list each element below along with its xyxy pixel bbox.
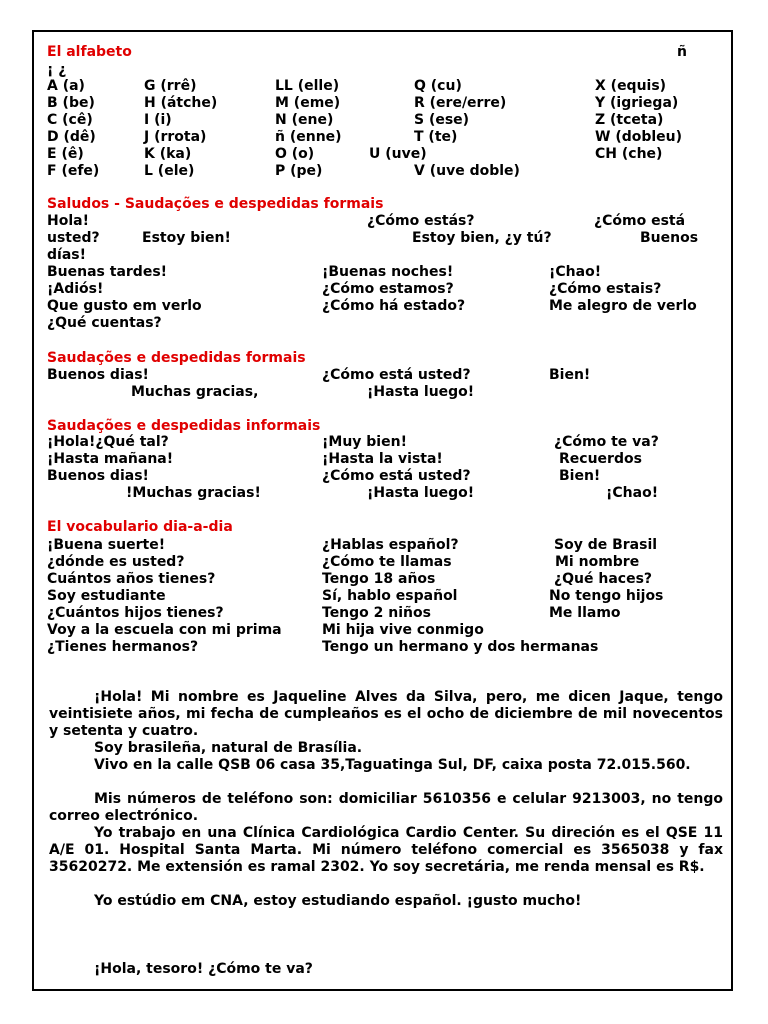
phrase: ¿Cómo estamos? xyxy=(322,281,454,297)
letter: K (ka) xyxy=(144,146,192,162)
phrase: Buenos xyxy=(640,230,699,246)
phrase: Me llamo xyxy=(549,605,621,621)
letter: I (i) xyxy=(144,112,172,128)
phrase: Estoy bien, ¿y tú? xyxy=(412,230,552,246)
letter: U (uve) xyxy=(369,146,427,162)
phrase: Voy a la escuela con mi prima xyxy=(47,622,282,638)
phrase: ¿Cómo estás? xyxy=(367,213,475,229)
letter: T (te) xyxy=(414,129,458,145)
phrase: ¿dónde es usted? xyxy=(47,554,185,570)
alphabet-ntilde: ñ xyxy=(677,44,687,60)
phrase: ¡Muy bien! xyxy=(322,434,407,450)
intro-paragraph xyxy=(49,689,723,740)
phrase: ¡Buena suerte! xyxy=(47,537,166,553)
letter: E (ê) xyxy=(47,146,84,162)
letter: Y (igriega) xyxy=(595,95,679,111)
letter: Q (cu) xyxy=(414,78,462,94)
study-paragraph xyxy=(49,893,723,910)
vocabulario-heading: El vocabulario dia-a-dia xyxy=(47,519,233,535)
phrase: Bien! xyxy=(559,468,601,484)
letter: L (ele) xyxy=(144,163,195,179)
formais-heading: Saudações e despedidas formais xyxy=(47,350,306,366)
letter: A (a) xyxy=(47,78,85,94)
phrase: ¿Cómo há estado? xyxy=(322,298,466,314)
phrase: ¡Buenas noches! xyxy=(322,264,454,280)
phrase: No tengo hijos xyxy=(549,588,664,604)
phrase: Muchas gracias, xyxy=(131,384,259,400)
phrase: !Muchas gracias! xyxy=(126,485,261,501)
address-paragraph xyxy=(49,757,723,774)
letter: ñ (enne) xyxy=(275,129,342,145)
inverted-marks: ¡ ¿ xyxy=(47,62,67,78)
letter: P (pe) xyxy=(275,163,323,179)
phrase: usted? xyxy=(47,230,100,246)
work-paragraph xyxy=(49,825,723,876)
phrase: Estoy bien! xyxy=(142,230,231,246)
phrase: ¡Hasta mañana! xyxy=(47,451,174,467)
phrase: ¿Hablas español? xyxy=(322,537,459,553)
greeting-paragraph xyxy=(49,961,723,978)
phrase: Buenos dias! xyxy=(47,367,149,383)
phrase: Sí, hablo español xyxy=(322,588,458,604)
work-text: Yo trabajo en una Clínica Cardiológica Cardio Center. Su direción es el QSE 11 A/E 01. Hospital Santa Marta. Mi número teléfono comercial es 3565038 y fax 35620272. Me extensión es ramal 2302. Yo soy secretária, me renda mensal es R$. xyxy=(49,825,723,875)
phrase: ¡Hola!¿Qué tal? xyxy=(47,434,169,450)
alphabet-heading: El alfabeto xyxy=(47,44,132,60)
phrase: ¡Adiós! xyxy=(47,281,104,297)
letter: B (be) xyxy=(47,95,95,111)
phrase: ¿Tienes hermanos? xyxy=(47,639,199,655)
phrase: Mi nombre xyxy=(555,554,640,570)
letter: M (eme) xyxy=(275,95,341,111)
document-page xyxy=(32,30,733,991)
phrase: ¿Cómo te llamas xyxy=(322,554,452,570)
letter: LL (elle) xyxy=(275,78,340,94)
phrase: ¡Hasta la vista! xyxy=(322,451,443,467)
phrase: Buenos dias! xyxy=(47,468,149,484)
phrase: Tengo 2 niños xyxy=(322,605,431,621)
phrase: ¿Cómo te va? xyxy=(554,434,659,450)
phrase: ¡Chao! xyxy=(549,264,602,280)
phrase: Recuerdos xyxy=(559,451,642,467)
phrase: Mi hija vive conmigo xyxy=(322,622,484,638)
letter: V (uve doble) xyxy=(414,163,520,179)
letter: Z (tceta) xyxy=(595,112,664,128)
phone-paragraph xyxy=(49,791,723,825)
phrase: Tengo 18 años xyxy=(322,571,436,587)
phrase: ¿Cómo estais? xyxy=(549,281,662,297)
phrase: ¿Cómo está usted? xyxy=(322,468,471,484)
letter: D (dê) xyxy=(47,129,96,145)
letter: G (rrê) xyxy=(144,78,197,94)
phrase: Hola! xyxy=(47,213,89,229)
address-text: Vivo en la calle QSB 06 casa 35,Taguatinga Sul, DF, caixa posta 72.015.560. xyxy=(94,757,691,773)
phrase: días! xyxy=(47,247,86,263)
phrase: Soy estudiante xyxy=(47,588,166,604)
phrase: ¿Qué haces? xyxy=(554,571,653,587)
letter: F (efe) xyxy=(47,163,100,179)
phrase: ¡Hasta luego! xyxy=(367,485,475,501)
letter: H (átche) xyxy=(144,95,218,111)
phrase: ¡Chao! xyxy=(606,485,659,501)
phrase: Que gusto em verlo xyxy=(47,298,202,314)
phone-text: Mis números de teléfono son: domiciliar 5610356 e celular 9213003, no tengo correo electrónico. xyxy=(49,791,723,824)
phrase: Me alegro de verlo xyxy=(549,298,697,314)
letter: CH (che) xyxy=(595,146,663,162)
letter: R (ere/erre) xyxy=(414,95,507,111)
saludos-heading: Saludos - Saudações e despedidas formais xyxy=(47,196,384,212)
intro-text: ¡Hola! Mi nombre es Jaqueline Alves da Silva, pero, me dicen Jaque, tengo veintisiete años, mi fecha de cumpleaños es el ocho de diciembre de mil novecentos y setenta y cuatro. xyxy=(49,689,723,739)
phrase: Cuántos años tienes? xyxy=(47,571,216,587)
phrase: Soy de Brasil xyxy=(554,537,658,553)
greeting-text: ¡Hola, tesoro! ¿Cómo te va? xyxy=(94,961,313,977)
phrase: ¿Cómo está usted? xyxy=(322,367,471,383)
phrase: ¿Qué cuentas? xyxy=(47,315,162,331)
letter: J (rrota) xyxy=(144,129,207,145)
phrase: Tengo un hermano y dos hermanas xyxy=(322,639,599,655)
phrase: Bien! xyxy=(549,367,591,383)
letter: X (equis) xyxy=(595,78,667,94)
phrase: ¿Cuántos hijos tienes? xyxy=(47,605,224,621)
letter: W (dobleu) xyxy=(595,129,683,145)
nationality-paragraph xyxy=(49,740,723,757)
study-text: Yo estúdio em CNA, estoy estudiando español. ¡gusto mucho! xyxy=(94,893,582,909)
phrase: ¡Hasta luego! xyxy=(367,384,475,400)
phrase: ¿Cómo está xyxy=(594,213,686,229)
letter: O (o) xyxy=(275,146,315,162)
letter: S (ese) xyxy=(414,112,470,128)
letter: C (cê) xyxy=(47,112,93,128)
letter: N (ene) xyxy=(275,112,334,128)
phrase: Buenas tardes! xyxy=(47,264,168,280)
informais-heading: Saudações e despedidas informais xyxy=(47,418,321,434)
nationality-text: Soy brasileña, natural de Brasília. xyxy=(94,740,363,756)
